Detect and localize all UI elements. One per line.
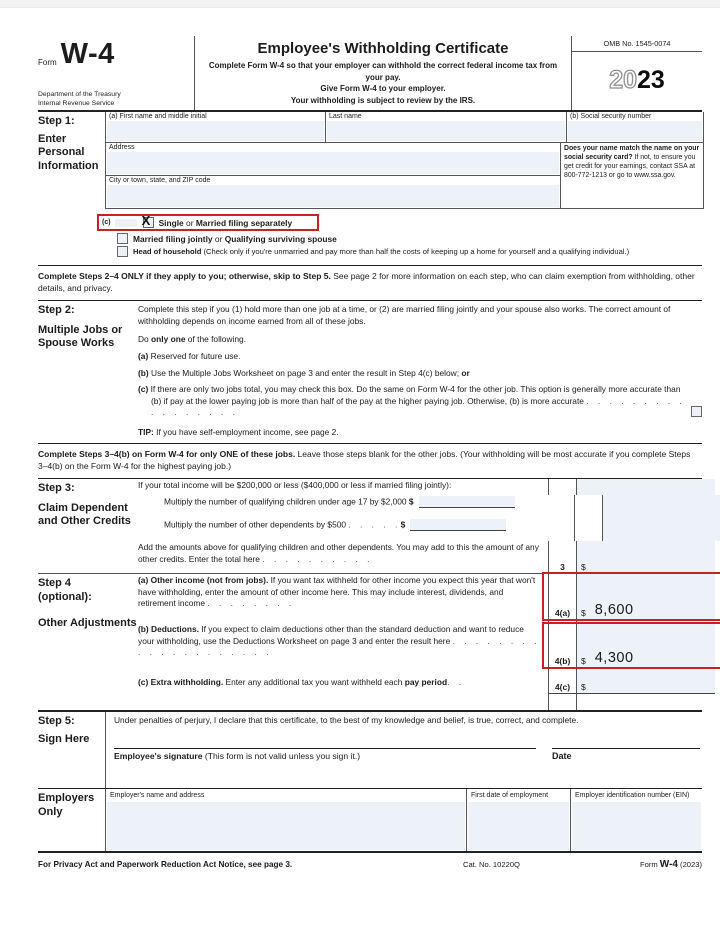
- first-date-employment-input[interactable]: [468, 802, 569, 850]
- last-name-field[interactable]: [325, 112, 566, 142]
- step2-option-b: (b) Use the Multiple Jobs Worksheet on page 3 and enter the result in Step 4(c) below; or: [138, 367, 470, 378]
- ssn-label: (b) Social security number: [570, 113, 652, 121]
- filing-option-single-highlighted[interactable]: [97, 214, 319, 231]
- step1-field-table: [105, 112, 704, 209]
- ssn-input[interactable]: [568, 121, 702, 141]
- step4b-amount-field[interactable]: [577, 620, 715, 668]
- step2-sublabel: Multiple Jobs or Spouse Works: [38, 324, 123, 350]
- steps-2-4-note: Complete Steps 2–4 ONLY if they apply to you; otherwise, skip to Step 5. See page 2 for more information on each step, who can claim exemption from withholding, other details, and privacy.: [38, 271, 695, 293]
- step2-intro: Complete this step if you (1) hold more than one job at a time, or (2) are married filing jointly and your spouse also works. The correct amount of withholding depends on income earned from all of these jobs.: [138, 304, 671, 326]
- step3-line1: If your total income will be $200,000 or less ($400,000 or less if married filing jointly):: [138, 480, 452, 490]
- form-footer: [38, 859, 702, 870]
- form-year: [572, 52, 702, 110]
- title-block: [195, 36, 571, 110]
- address-label: Address: [109, 144, 135, 152]
- step3-amt-spacer: [603, 518, 720, 541]
- first-name-label: (a) First name and middle initial: [109, 113, 207, 121]
- step3-num-spacer: [574, 518, 603, 541]
- two-jobs-checkbox[interactable]: [691, 406, 702, 417]
- step1-section: [38, 112, 702, 265]
- step3-sublabel: Claim Dependent and Other Credits: [38, 501, 131, 527]
- step4c-row-number: 4(c): [548, 668, 577, 694]
- employer-name-input[interactable]: [107, 802, 465, 850]
- step2-option-a: (a) Reserved for future use.: [138, 351, 241, 362]
- single-checkbox[interactable]: [141, 213, 154, 229]
- step4a-amount-field[interactable]: [577, 574, 715, 620]
- employers-only-section: [38, 788, 702, 853]
- ssn-match-note: [560, 142, 703, 208]
- step4-sublabel: Other Adjustments: [38, 616, 137, 629]
- employers-only-label: Employers Only: [38, 792, 95, 818]
- employers-label-col: [38, 789, 106, 851]
- agency-lines: [38, 91, 190, 108]
- step4-label-optional: (optional):: [38, 590, 92, 603]
- other-dependents-amount-input[interactable]: [410, 519, 506, 531]
- step4-row-a: [138, 574, 715, 620]
- head-of-household-checkbox[interactable]: [117, 246, 128, 257]
- step3-section: [38, 479, 702, 574]
- step4b-value[interactable]: 4,300: [594, 650, 634, 666]
- step4b-row-number: 4(b): [548, 620, 577, 668]
- signature-row: [114, 748, 700, 761]
- step2-section: [38, 301, 702, 443]
- step3-row-2: [138, 495, 720, 518]
- step1-label: Step 1:: [38, 115, 75, 128]
- step4b-text: (b) Deductions. If you expect to claim deductions other than the standard deduction and want to reduce your withholding, use the Deductions Worksheet on page 3 and enter the result here . . . . . . . . . . . . . . . . . . . .: [138, 624, 538, 658]
- address-field[interactable]: [105, 142, 560, 175]
- step4-rows: [138, 574, 715, 710]
- year-bold-digits: 23: [637, 65, 665, 94]
- dollar-sign: $: [581, 682, 586, 692]
- step3-line2: Multiply the number of qualifying children under age 17 by $2,000 $: [138, 495, 574, 518]
- step4-label-col: [38, 574, 138, 710]
- qualifying-children-amount-input[interactable]: [419, 496, 515, 508]
- step4-row-b: [138, 620, 715, 668]
- form-subtitle-3: Your withholding is subject to review by the IRS.: [290, 95, 476, 105]
- step2-label-col: [38, 301, 138, 439]
- form-subtitle-1: Complete Form W-4 so that your employer can withhold the correct federal income tax from your pay.: [208, 61, 558, 82]
- step4-section: [38, 574, 702, 710]
- step5-content: [106, 712, 702, 788]
- omb-year-block: [571, 36, 702, 110]
- step4c-text: (c) Extra withholding. Enter any additional tax you want withheld each pay period. .: [138, 677, 463, 687]
- step2-label: Step 2:: [38, 304, 75, 317]
- city-label: City or town, state, and ZIP code: [109, 177, 211, 185]
- step4-row-c: [138, 668, 715, 694]
- privacy-act-notice: For Privacy Act and Paperwork Reduction Act Notice, see page 3.: [38, 860, 293, 869]
- filing-option-married-jointly-label: Married filing jointly or Qualifying surviving spouse: [133, 233, 337, 244]
- step4a-value[interactable]: 8,600: [594, 602, 634, 618]
- page-top-strip: [0, 0, 720, 8]
- married-jointly-checkbox[interactable]: [117, 233, 128, 244]
- employee-signature-field[interactable]: [114, 748, 536, 761]
- ein-label: Employer identification number (EIN): [575, 792, 690, 799]
- step4c-amount-field[interactable]: [577, 668, 715, 694]
- step3-label: Step 3:: [38, 482, 75, 494]
- dollar-sign: $: [581, 608, 586, 618]
- filing-option-head-of-household[interactable]: [117, 246, 704, 257]
- first-date-employment-label: First date of employment: [471, 792, 549, 799]
- step3-num-spacer: [548, 479, 577, 495]
- address-input[interactable]: [107, 152, 559, 174]
- step3-row-number: 3: [548, 541, 577, 573]
- filing-option-hoh-label: Head of household (Check only if you're unmarried and pay more than half the costs of keeping up a home for yourself and a qualifying individual.): [133, 247, 630, 257]
- last-name-label: Last name: [329, 113, 362, 121]
- step3-num-spacer: [574, 495, 603, 518]
- form-subtitle-2: Give Form W-4 to your employer.: [320, 84, 446, 94]
- city-field[interactable]: [105, 175, 560, 208]
- filing-status-group: [102, 213, 704, 265]
- w4-form: [38, 36, 702, 870]
- form-header: [38, 36, 702, 112]
- catalog-number: Cat. No. 10220Q: [462, 860, 520, 869]
- checkbox-x-mark: X: [141, 213, 151, 229]
- employer-name-label: Employer's name and address: [110, 792, 205, 799]
- perjury-statement: Under penalties of perjury, I declare that this certificate, to the best of my knowledge and belief, is true, correct, and complete.: [114, 715, 579, 725]
- step4a-row-number: 4(a): [548, 574, 577, 620]
- form-footer-id: Form W-4 (2023): [639, 859, 702, 870]
- form-number-block: [38, 36, 195, 110]
- first-name-input[interactable]: [107, 121, 324, 141]
- signature-label-rest: (This form is not valid unless you sign it.): [202, 751, 361, 762]
- step4a-text: (a) Other income (not from jobs). If you want tax withheld for other income you expect this year that won't have withholding, enter the amount of other income here. This may include interest, dividends, and retirement income . . . . . . . .: [138, 575, 536, 609]
- signature-date-field[interactable]: [552, 748, 700, 761]
- first-name-field[interactable]: [105, 112, 325, 142]
- date-label: Date: [552, 751, 572, 762]
- step3-row-total: [138, 541, 720, 573]
- step3-line4: Add the amounts above for qualifying children and other dependents. You may add to this the amount of any other credits. Enter the total here . . . . . . . . . .: [138, 542, 539, 564]
- step5-label-col: [38, 712, 106, 788]
- year-outline-digits: 20: [609, 65, 637, 94]
- form-word: Form: [38, 58, 57, 67]
- step5-sublabel: Sign Here: [38, 732, 90, 745]
- first-date-employment-field[interactable]: [467, 789, 571, 851]
- filing-c-tag: (c): [102, 219, 111, 227]
- ssn-note-bold: Does your name match the name on your social security card?: [564, 145, 700, 162]
- omb-number: OMB No. 1545-0074: [572, 36, 702, 52]
- dollar-sign: $: [581, 656, 586, 666]
- agency-line-1: Department of the Treasury: [38, 91, 121, 99]
- step2-option-c-text: (c) If there are only two jobs total, you may check this box. Do the same on Form W-4 for the other job. This option is generally more accurate than (b) if pay at the lower paying job is more than half of the pay at the higher paying job. Otherwise, (b) is more accurate . . . . . . . . . . . . . . . . .: [138, 384, 683, 418]
- step3-label-col: [38, 479, 138, 573]
- step4-amt-spacer: [577, 694, 715, 710]
- step5-section: [38, 710, 702, 788]
- step1-label-col: [38, 112, 105, 265]
- steps-3-4b-note: Complete Steps 3–4(b) on Form W-4 for only ONE of these jobs. Leave those steps blank for the other jobs. (Your withholding will be most accurate if you complete Steps 3–4(b) on the Form W-4 for the highest paying job.): [38, 449, 691, 471]
- step3-total-field[interactable]: [577, 541, 715, 573]
- signature-label-bold: Employee's signature: [114, 751, 203, 762]
- form-number: W-4: [60, 38, 115, 70]
- step4-num-spacer: [548, 694, 577, 710]
- step2-content: [138, 301, 702, 439]
- step3-row-1: [138, 479, 720, 495]
- step1-fields: [102, 112, 704, 265]
- filing-option-single-label: Single or Married filing separately: [158, 217, 293, 228]
- step2-option-c: [138, 384, 702, 419]
- step5-label: Step 5:: [38, 715, 75, 727]
- last-name-input[interactable]: [327, 121, 565, 141]
- step2-do-only-one: Do only one of the following.: [138, 333, 247, 344]
- step1-sublabel: Enter Personal Information: [38, 133, 99, 172]
- step3-line3: Multiply the number of other dependents by $500 . . . . . $: [138, 518, 574, 541]
- step3-rows: [138, 479, 720, 573]
- ssn-field[interactable]: [566, 112, 703, 142]
- step3-row-3: [138, 518, 720, 541]
- filing-blank-strip: [115, 219, 137, 227]
- employer-name-field[interactable]: [106, 789, 467, 851]
- step4-label: Step 4: [38, 577, 72, 589]
- dollar-sign: $: [581, 562, 586, 572]
- form-title: Employee's Withholding Certificate: [257, 40, 509, 57]
- agency-line-2: Internal Revenue Service: [38, 99, 115, 107]
- step4-spacer-row: [138, 694, 715, 710]
- ein-input[interactable]: [572, 802, 701, 850]
- filing-option-married-jointly[interactable]: [117, 233, 704, 244]
- city-input[interactable]: [107, 185, 559, 207]
- step3-amt-spacer: [577, 479, 715, 495]
- step2-tip: TIP: If you have self-employment income, see page 2.: [138, 427, 339, 438]
- step3-amt-spacer: [603, 495, 720, 518]
- ein-field[interactable]: [571, 789, 702, 851]
- ssn-note-rest: If not, to ensure you get credit for your earnings, contact SSA at 800-772-1213 or go to www.ssa.gov.: [564, 154, 696, 180]
